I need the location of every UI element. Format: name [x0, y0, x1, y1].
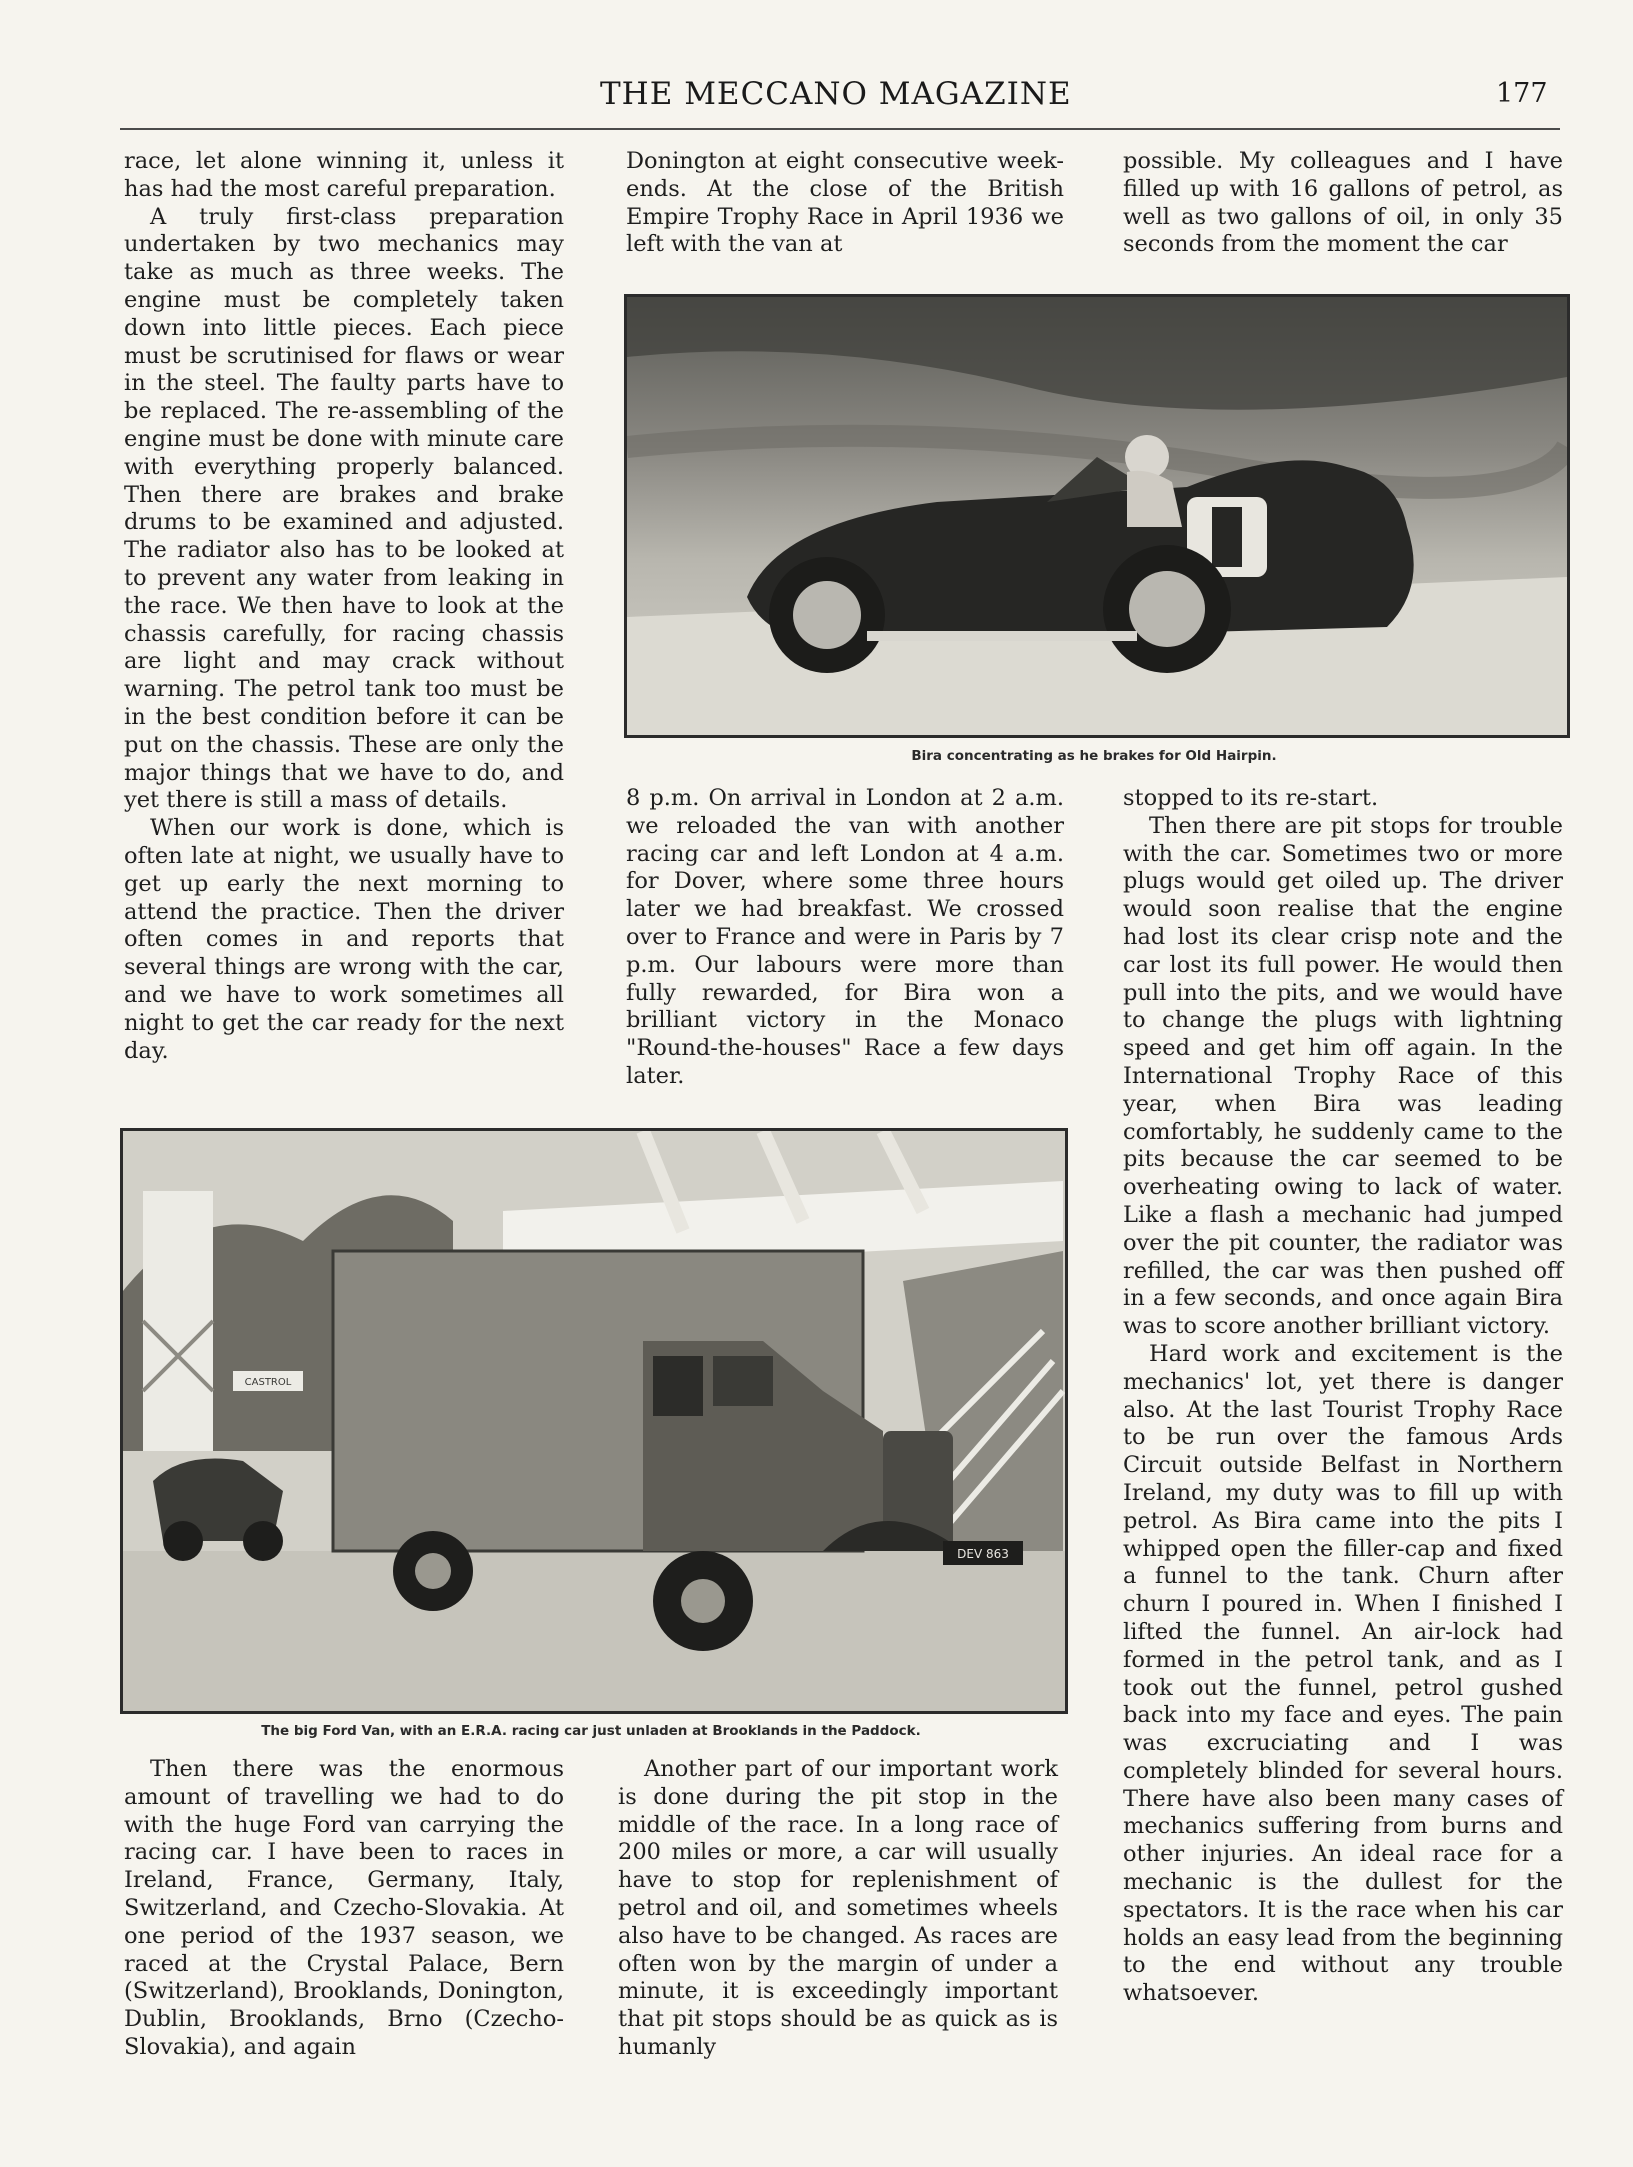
van-number-plate: DEV 863 — [957, 1547, 1009, 1561]
article-column-bottom-middle — [618, 1756, 1058, 2062]
paragraph: 8 p.m. On arrival in London at 2 a.m. we reloaded the van with another racing car and left London at 4 a.m. for Dover, where some three hours later we had breakfast. We crossed over to France and were in Paris by 7 p.m. Our labours were more than fully rewarded, for Bira won a brilliant victory in the Monaco "Round-the-houses" Race a few days later. — [626, 785, 1064, 1089]
paragraph: A truly first-class preparation undertaken by two mechanics may take as much as three weeks. The engine must be completely taken down into little pieces. Each piece must be scrutinised for flaws or wear in the steel. The faulty parts have to be replaced. The re-assembling of the engine must be done with minute care with everything properly balanced. Then there are brakes and brake drums to be examined and adjusted. The radiator also has to be looked at to prevent any water from leaking in the race. We then have to look at the chassis carefully, for racing chassis are light and may crack without warning. The petrol tank too must be in the best condition before it can be put on the chassis. These are only the major things that we have to do, and yet there is still a mass of details. — [124, 203, 564, 814]
header-rule — [120, 128, 1560, 130]
photo-caption-bottom: The big Ford Van, with an E.R.A. racing car just unladen at Brooklands in the Paddock. — [261, 1723, 921, 1739]
paragraph: Then there was the enormous amount of travelling we had to do with the huge Ford van carrying the racing car. I have been to races in Ireland, France, Germany, Italy, Switzerland, and Czecho-Slovakia. At one period of the 1937 season, we raced at the Crystal Palace, Bern (Switzerland), Brooklands, Donington, Dublin, Brooklands, Brno (Czecho-Slovakia), and again — [124, 1756, 564, 2060]
paragraph: When our work is done, which is often late at night, we usually have to get up early the next morning to attend the practice. Then the driver often comes in and reports that several things are wrong with the car, and we have to work sometimes all night to get the car ready for the next day. — [124, 815, 564, 1064]
paragraph: Donington at eight consecutive week-ends. At the close of the British Empire Trophy Race in April 1936 we left with the van at — [626, 148, 1064, 258]
photo-caption-top: Bira concentrating as he brakes for Old Hairpin. — [911, 748, 1277, 764]
ford-van-photo — [120, 1128, 1068, 1714]
paragraph: possible. My colleagues and I have filled up with 16 gallons of petrol, as well as two gallons of oil, in only 35 seconds from the moment the car — [1123, 148, 1563, 258]
paragraph: race, let alone winning it, unless it has had the most careful preparation. — [124, 148, 564, 202]
racing-car-image — [627, 297, 1567, 735]
article-column-top-right — [1123, 148, 1563, 259]
paragraph: Then there are pit stops for trouble with the car. Sometimes two or more plugs would get oiled up. The driver would soon realise that the engine had lost its clear crisp note and the car lost its full power. He would then pull into the pits, and we would have to change the plugs with lightning speed and get him off again. In the International Trophy Race of this year, when Bira was leading comfortably, he suddenly came to the pits because the car seemed to be overheating owing to lack of water. Like a flash a mechanic had jumped over the pit counter, the radiator was refilled, the car was then pushed off in a few seconds, and once again Bira was to score another brilliant victory. — [1123, 812, 1563, 1340]
paragraph: Hard work and excitement is the mechanics' lot, yet there is danger also. At the last Tourist Trophy Race to be run over the famous Ards Circuit outside Belfast in Northern Ireland, my duty was to fill up with petrol. As Bira came into the pits I whipped open the filler-cap and fixed a funnel to the tank. Churn after churn I poured in. When I finished I lifted the funnel. An air-lock had formed in the petrol tank, and as I took out the funnel, petrol gushed back into my face and eyes. The pain was excruciating and I was completely blinded for several hours. There have also been many cases of mechanics suffering from burns and other injuries. An ideal race for a mechanic is the dullest for the spectators. It is the race when his car holds an easy lead from the beginning to the end without any trouble whatsoever. — [1123, 1340, 1563, 2007]
article-column-middle-middle — [626, 785, 1064, 1091]
magazine-title: THE MECCANO MAGAZINE — [600, 76, 1072, 112]
castrol-sign: CASTROL — [244, 1377, 292, 1388]
paragraph: Another part of our important work is done during the pit stop in the middle of the race. In a long race of 200 miles or more, a car will usually have to stop for replenishment of petrol and oil, and sometimes wheels also have to be changed. As races are often won by the margin of under a minute, it is exceedingly important that pit stops should be as quick as is humanly — [618, 1756, 1058, 2060]
racing-car-photo — [624, 294, 1570, 738]
paragraph: stopped to its re-start. — [1123, 785, 1379, 811]
article-column-top-left — [124, 148, 564, 1065]
article-column-right — [1123, 785, 1563, 2008]
article-column-bottom-left — [124, 1756, 564, 2062]
article-column-top-middle — [626, 148, 1064, 259]
ford-van-image — [123, 1131, 1065, 1711]
page-number: 177 — [1496, 78, 1548, 109]
